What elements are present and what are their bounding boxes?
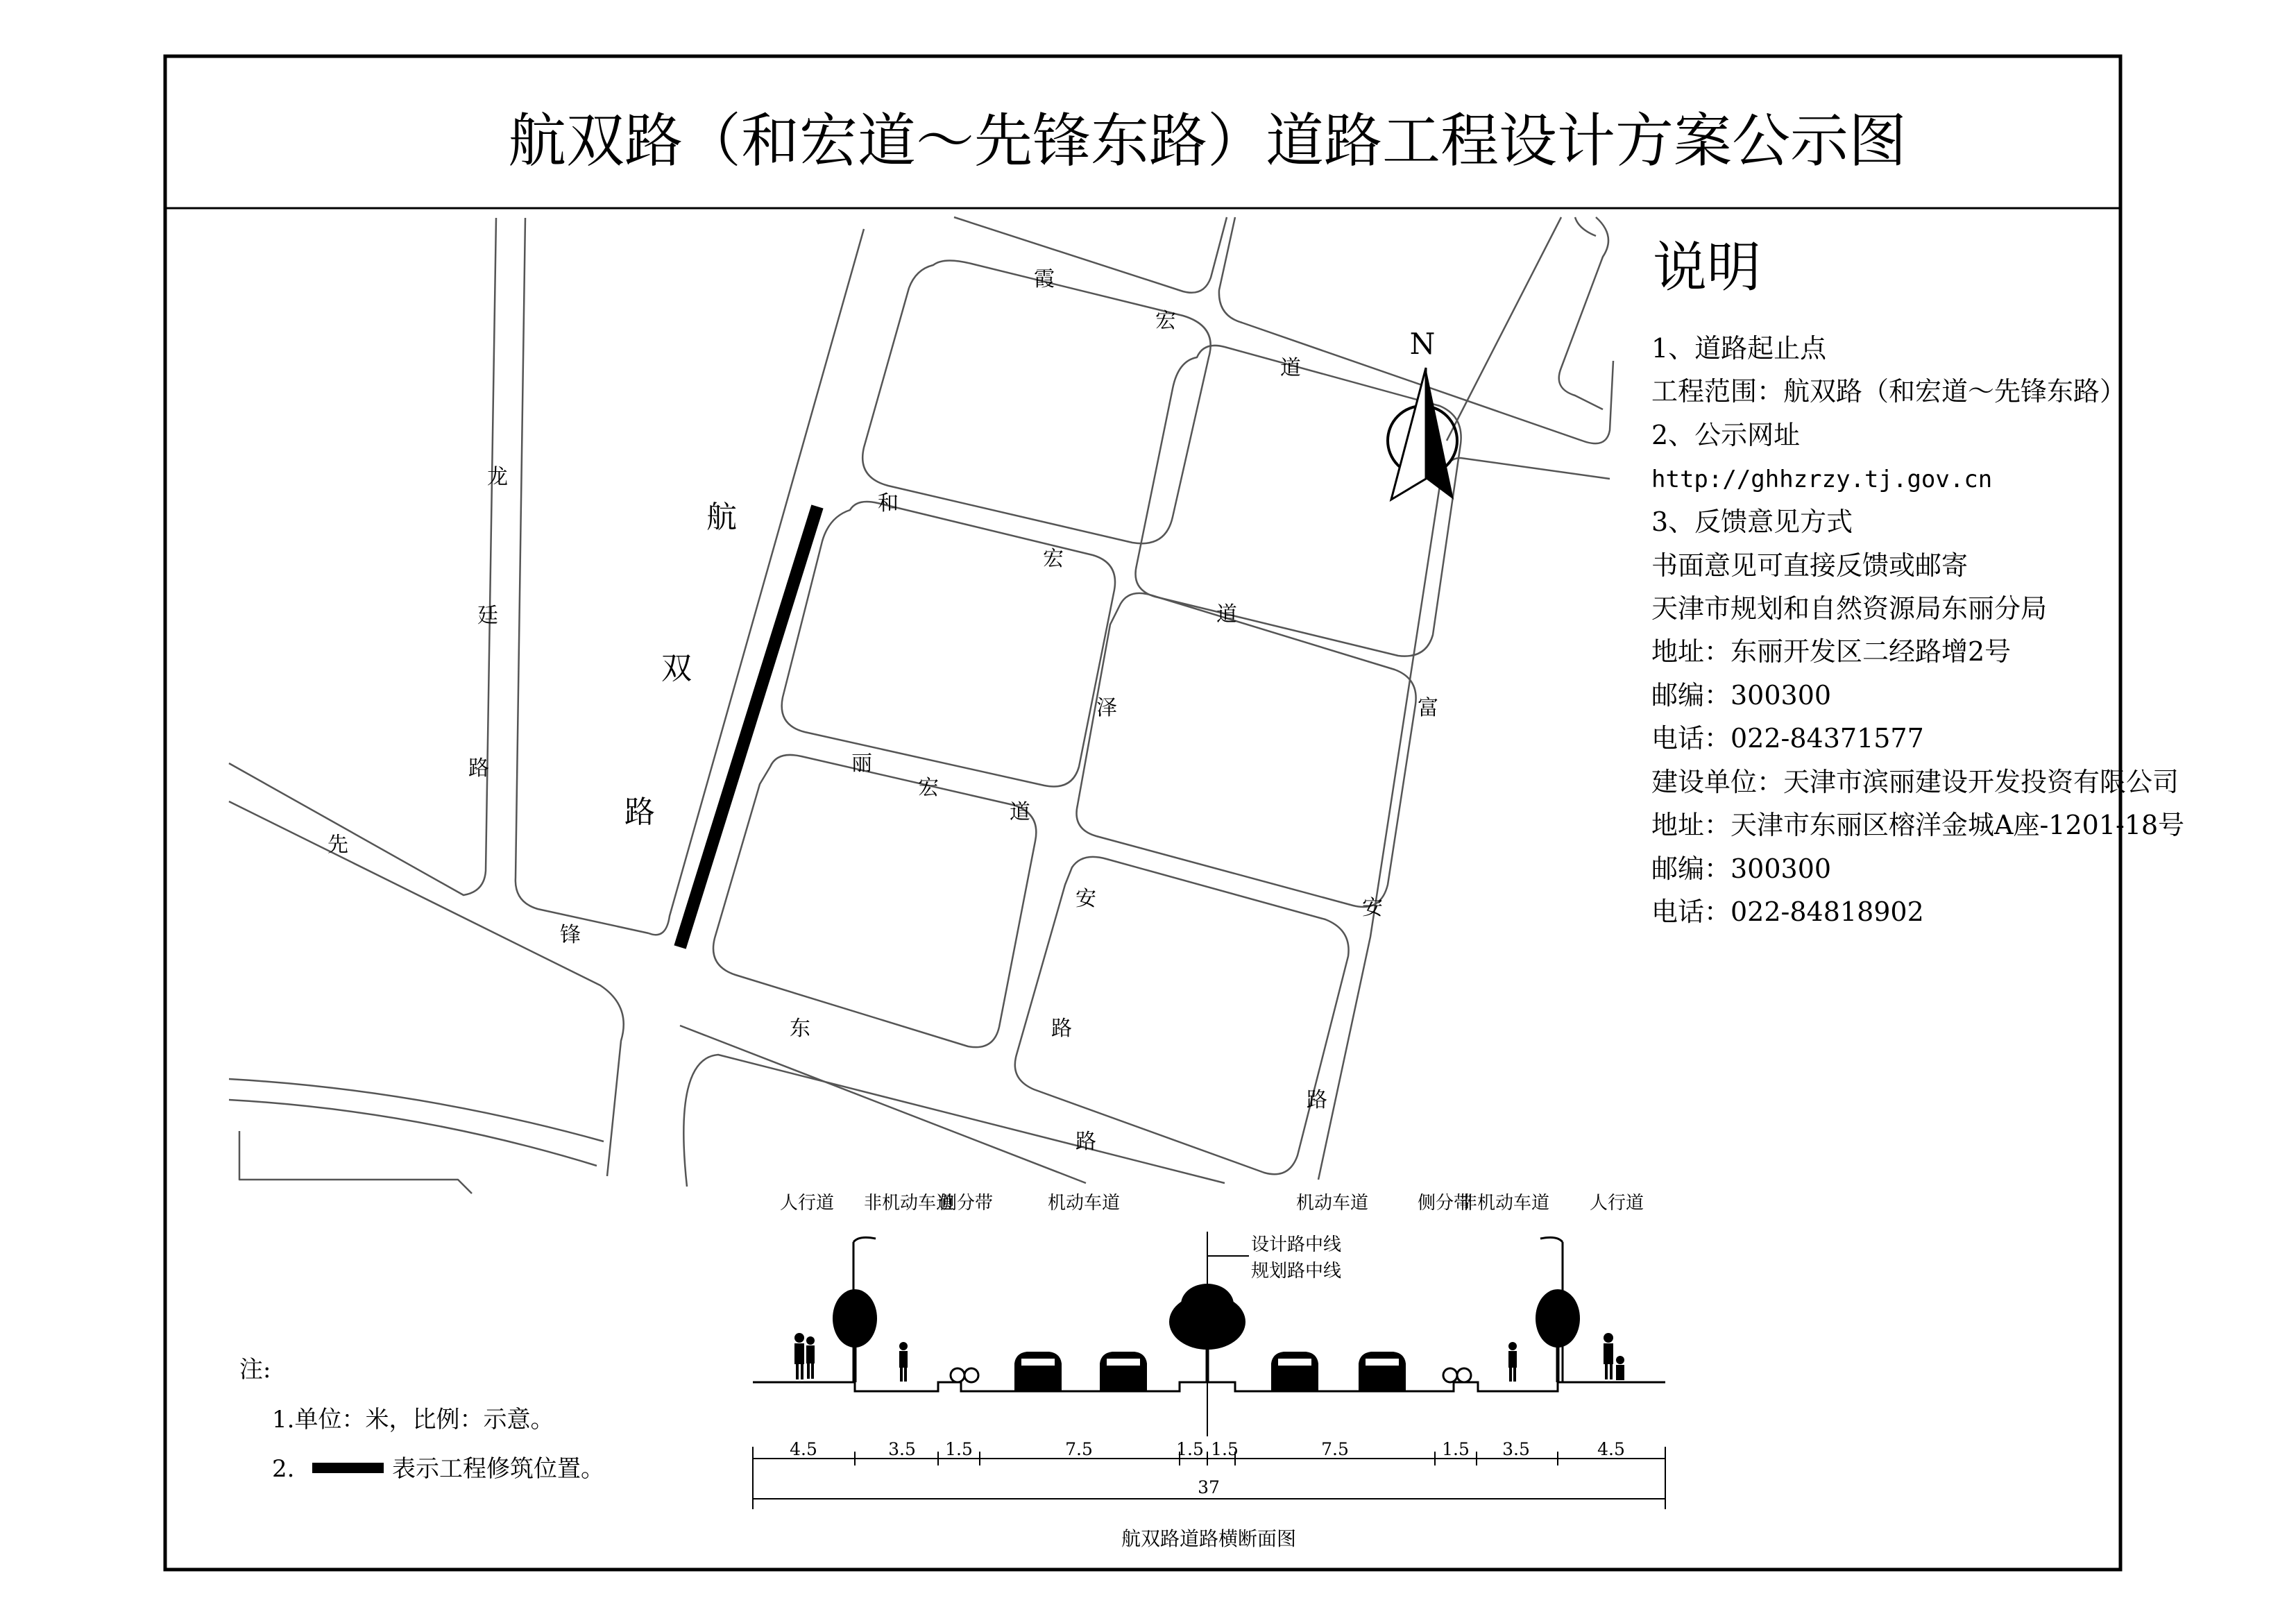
cyclist-right (1508, 1342, 1517, 1382)
lane-label: 侧分带 (1417, 1193, 1472, 1214)
width-label: 7.5 (1321, 1439, 1349, 1459)
info-line: 3、反馈意见方式 (1651, 507, 1853, 537)
xianfeng-label-4: 路 (1075, 1130, 1096, 1154)
lihong-label-1: 丽 (851, 751, 872, 776)
drawing-title: 航双路（和宏道～先锋东路）道路工程设计方案公示图 (507, 107, 1907, 175)
car (1271, 1352, 1318, 1391)
ground-profile (753, 1382, 1665, 1391)
info-line: 2、公示网址 (1651, 420, 1801, 450)
north-arrow (1388, 327, 1457, 500)
info-line: 建设单位：天津市滨丽建设开发投资有限公司 (1651, 767, 2179, 797)
block-a (862, 260, 1211, 543)
hangshuang-road-edge-west (649, 229, 864, 935)
notes (239, 1356, 604, 1483)
hangshuang-label-2: 双 (661, 651, 692, 686)
north-label: N (1409, 327, 1436, 361)
lane-label: 非机动车道 (1459, 1193, 1550, 1214)
fuan-label-1: 富 (1418, 696, 1438, 720)
width-label: 4.5 (790, 1439, 817, 1459)
info-line: 地址：天津市东丽区榕洋金城A座-1201-18号 (1651, 810, 2185, 840)
block-d (1077, 593, 1416, 907)
north-arrow-light-half (1391, 368, 1426, 500)
lihong-label-3: 道 (1010, 800, 1030, 824)
lane-label: 机动车道 (1047, 1193, 1121, 1214)
shrub-right (1443, 1368, 1471, 1382)
longting-label-2: 廷 (477, 604, 498, 628)
lane-label: 机动车道 (1295, 1193, 1369, 1214)
lane-label: 非机动车道 (863, 1193, 955, 1214)
website-url: http://ghhzrzy.tj.gov.cn (1651, 466, 1993, 493)
info-line: 地址：东丽开发区二经路增2号 (1651, 636, 2012, 667)
hangshuang-label-3: 路 (624, 794, 655, 830)
notes-heading: 注: (239, 1356, 271, 1384)
street-map (229, 217, 1613, 1193)
width-label: 1.5 (945, 1439, 973, 1459)
xiahong-label-3: 道 (1280, 356, 1301, 380)
longting-label-3: 路 (468, 756, 489, 781)
car (1359, 1352, 1406, 1391)
longting-road-edge-west (229, 218, 496, 895)
notes-item-2-number: 2. (272, 1455, 295, 1483)
design-centerline-label: 设计路中线 (1251, 1234, 1342, 1255)
info-line: 电话：022-84818902 (1651, 897, 1924, 927)
info-line: 邮编：300300 (1651, 853, 1832, 884)
info-line: 书面意见可直接反馈或邮寄 (1651, 550, 1968, 581)
project-location-bar (680, 507, 817, 947)
lane-label: 人行道 (779, 1193, 835, 1214)
total-width-label: 37 (1198, 1477, 1220, 1497)
width-label: 1.5 (1442, 1439, 1470, 1459)
longting-label-1: 龙 (487, 465, 508, 489)
cyclist-left (899, 1342, 908, 1382)
block-c (782, 502, 1115, 787)
zean-label-1: 泽 (1096, 696, 1117, 720)
notes-item-2-text: 表示工程修筑位置。 (392, 1455, 604, 1483)
info-line: 邮编：300300 (1651, 680, 1832, 711)
tree-left (833, 1289, 877, 1382)
zean-label-3: 路 (1051, 1017, 1072, 1041)
fuan-label-3: 路 (1307, 1088, 1327, 1112)
car (1014, 1352, 1062, 1391)
info-line: 天津市规划和自然资源局东丽分局 (1651, 593, 2048, 624)
zean-label-2: 安 (1075, 887, 1096, 911)
width-label: 1.5 (1176, 1439, 1204, 1459)
width-label: 3.5 (888, 1439, 916, 1459)
width-label: 7.5 (1065, 1439, 1093, 1459)
info-line: 1、道路起止点 (1651, 333, 1827, 364)
xianfeng-label-2: 锋 (560, 923, 581, 947)
notes-item-1: 1.单位：米，比例：示意。 (272, 1406, 554, 1434)
xiahong-label-1: 霞 (1034, 267, 1055, 291)
hangshuang-label-1: 航 (706, 500, 737, 535)
cross-section-caption: 航双路道路横断面图 (1121, 1527, 1297, 1550)
lihong-label-2: 宏 (918, 776, 939, 800)
info-line: 工程范围：航双路（和宏道～先锋东路） (1651, 376, 2127, 407)
lane-label: 侧分带 (938, 1193, 994, 1214)
pedestrians-left (794, 1333, 815, 1379)
info-panel (1651, 237, 2184, 927)
cross-section (753, 1193, 1665, 1550)
hehong-label-1: 和 (878, 491, 899, 516)
width-label: 1.5 (1211, 1439, 1239, 1459)
width-label: 4.5 (1597, 1439, 1625, 1459)
fuan-label-2: 安 (1362, 896, 1383, 920)
lane-label: 人行道 (1589, 1193, 1644, 1214)
xiahong-label-2: 宏 (1155, 309, 1176, 333)
xiahong-road-east-fragments (1447, 217, 1608, 441)
south-west-building-lines (229, 1079, 604, 1193)
xiahong-road-edge-south (954, 217, 1227, 293)
block-b (1136, 346, 1461, 656)
tree-right (1536, 1289, 1580, 1382)
xianfeng-label-3: 东 (790, 1017, 810, 1041)
width-label: 3.5 (1502, 1439, 1530, 1459)
planning-centerline-label: 规划路中线 (1251, 1261, 1342, 1282)
hehong-label-3: 道 (1216, 602, 1237, 627)
block-e (713, 755, 1036, 1047)
xianfeng-road-edge-north-west (229, 801, 624, 1176)
shrub-left (951, 1368, 978, 1382)
info-heading: 说明 (1653, 237, 1762, 299)
info-line: 电话：022-84371577 (1651, 723, 1924, 754)
xianfeng-label-1: 先 (328, 833, 348, 857)
xianfeng-road-edge-south (683, 1055, 1225, 1187)
fuan-road-edge (1318, 458, 1610, 1180)
legend-bar-symbol (312, 1463, 384, 1473)
car (1100, 1352, 1147, 1391)
pedestrians-right (1604, 1333, 1624, 1380)
hehong-label-2: 宏 (1043, 547, 1064, 571)
block-f (1015, 857, 1349, 1174)
xianfeng-road-edge-north-east (680, 1026, 1086, 1183)
tree-median (1169, 1284, 1245, 1382)
